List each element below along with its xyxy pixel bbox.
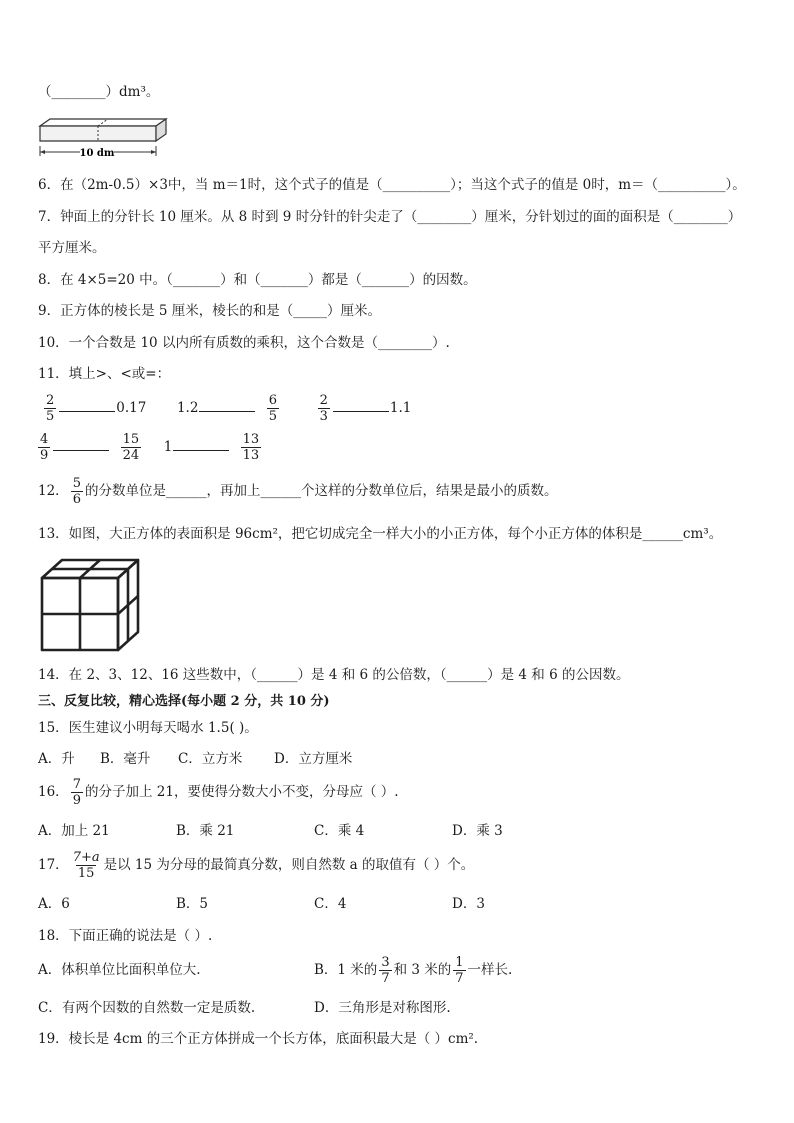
question-11: 11．填上>、<或=：: [38, 366, 171, 382]
q11-row-2: $\frac{4}{9}$ $\frac{15}{24}$ 1 $\frac{13}{13}$: [40, 432, 260, 463]
fraction: $\frac{3}{7}$: [381, 955, 390, 986]
fraction: $\frac{2}{3}$: [319, 393, 328, 424]
choice-b[interactable]: B．5: [176, 896, 209, 912]
question-12: 12． $\frac{5}{6}$ 的分数单位是______，再加上______个这样的分数单位后，结果是最小的质数。: [38, 476, 558, 507]
choice-a[interactable]: A．升: [38, 751, 75, 767]
q18-choice-a[interactable]: A．体积单位比面积单位大.: [38, 962, 201, 978]
question-16: 16． $\frac{7}{9}$ 的分子加上 21，要使得分数大小不变，分母应（ ）.: [38, 777, 399, 808]
question-9: 9．正方体的棱长是 5 厘米，棱长的和是（_____）厘米。: [38, 303, 382, 319]
choice-c[interactable]: C．乘 4: [314, 823, 365, 839]
question-15: 15．医生建议小明每天喝水 1.5( )。: [38, 720, 258, 736]
answer-blank[interactable]: [59, 397, 115, 412]
q15-choices: [38, 749, 352, 769]
choice-a[interactable]: A．6: [38, 896, 70, 912]
choice-d[interactable]: D．乘 3: [452, 823, 503, 839]
choice-b[interactable]: B．毫升: [100, 751, 151, 767]
answer-blank[interactable]: [173, 436, 229, 451]
question-13: 13．如图，大正方体的表面积是 96cm²，把它切成完全一样大小的小正方体，每个小正方体的体积是______cm³。: [38, 526, 723, 542]
fraction: $\frac{2}{5}$: [46, 393, 55, 424]
answer-blank[interactable]: [333, 397, 389, 412]
fraction: $\frac{5}{6}$: [72, 476, 81, 507]
q16-choices: [38, 821, 503, 841]
choice-c[interactable]: C．立方米: [178, 751, 243, 767]
q11-row-1: $\frac{2}{5}$ 0.17 1.2 $\frac{6}{5}$ $\frac{2}{3}$ 1.1: [46, 393, 412, 424]
question-14: 14．在 2、3、12、16 这些数中，（______）是 4 和 6 的公倍数，（______）是 4 和 6 的公因数。: [38, 667, 630, 683]
fraction: $\frac{7}{9}$: [72, 777, 81, 808]
question-19: 19．棱长是 4cm 的三个正方体拼成一个长方体，底面积最大是（ ）cm².: [38, 1031, 479, 1047]
cuboid-figure: [36, 116, 170, 162]
q18-choice-d[interactable]: D．三角形是对称图形.: [314, 1000, 451, 1016]
question-17: 17． $\frac{7+a}{15}$ 是以 15 为分母的最简真分数，则自然数 a 的取值有（ ）个。: [38, 850, 475, 881]
answer-blank[interactable]: [199, 397, 255, 412]
question-7-line2: 平方厘米。: [38, 240, 106, 256]
question-10: 10．一个合数是 10 以内所有质数的乘积，这个合数是（________）.: [38, 335, 450, 351]
section-3-heading: 三、反复比较，精心选择(每小题 2 分，共 10 分): [38, 694, 330, 709]
cuboid-label: 10 dm: [79, 148, 115, 159]
cube-figure: [38, 556, 142, 654]
choice-d[interactable]: D．立方厘米: [274, 751, 353, 767]
q17-choices: [38, 894, 485, 914]
fraction: $\frac{4}{9}$: [40, 432, 49, 463]
q18-choice-b[interactable]: B．1 米的 $\frac{3}{7}$ 和 3 米的 $\frac{1}{7}$ 一样长.: [314, 955, 513, 986]
fraction: $\frac{1}{7}$: [455, 955, 464, 986]
question-18: 18．下面正确的说法是（ ）.: [38, 928, 213, 944]
q18-choice-c[interactable]: C．有两个因数的自然数一定是质数.: [38, 1000, 256, 1016]
choice-d[interactable]: D．3: [452, 896, 485, 912]
fraction: $\frac{15}{24}$: [122, 432, 140, 463]
question-7-line1: 7．钟面上的分针长 10 厘米。从 8 时到 9 时分针的针尖走了（________）厘米，分针划过的面的面积是（________）: [38, 209, 742, 225]
q5-tail: （________）dm³。: [38, 84, 160, 100]
answer-blank[interactable]: [53, 436, 109, 451]
fraction: $\frac{6}{5}$: [268, 393, 277, 424]
choice-c[interactable]: C．4: [314, 896, 347, 912]
question-8: 8．在 4×5=20 中。（_______）和（_______）都是（_______）的因数。: [38, 272, 477, 288]
choice-b[interactable]: B．乘 21: [176, 823, 235, 839]
fraction: $\frac{13}{13}$: [242, 432, 260, 463]
choice-a[interactable]: A．加上 21: [38, 823, 110, 839]
fraction: $\frac{7+a}{15}$: [72, 850, 100, 881]
question-6: 6．在（2m-0.5）×3中，当 m＝1时，这个式子的值是（__________）；当这个式子的值是 0时，m＝（__________）。: [38, 177, 746, 193]
